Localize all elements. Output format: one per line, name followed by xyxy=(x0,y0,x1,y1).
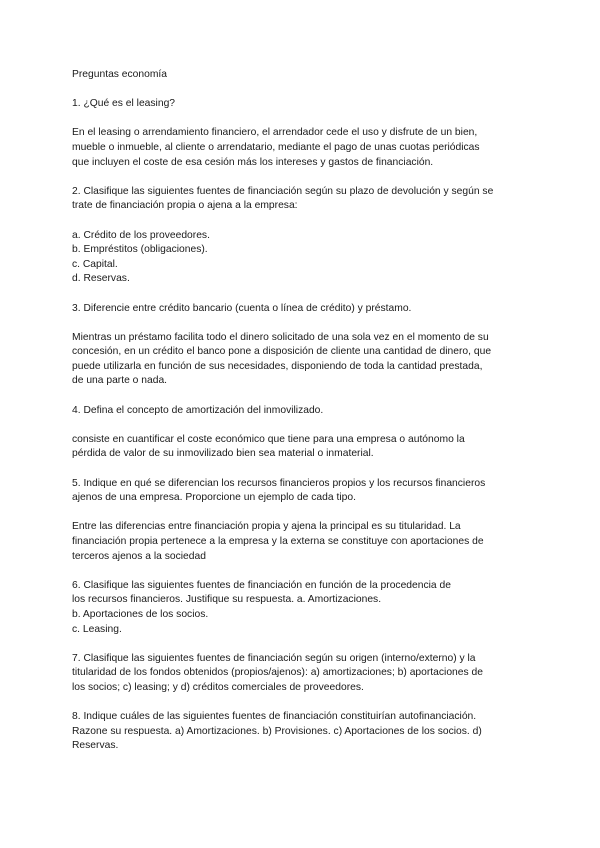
answer-line: En el leasing o arrendamiento financiero, el arrendador cede el uso y disfrute de un bien, xyxy=(72,127,478,139)
answer-4 xyxy=(72,433,532,462)
list-item: c. Leasing. xyxy=(72,623,122,635)
answer-line: que incluyen el coste de esa cesión más los intereses y gastos de financiación. xyxy=(72,156,434,168)
question-1 xyxy=(72,97,532,112)
answer-line: mueble o inmueble, al cliente o arrendatario, mediante el pago de unas cuotas periódicas xyxy=(72,141,480,153)
answer-line: Entre las diferencias entre financiación propia y ajena la principal es su titularidad. La xyxy=(72,521,461,533)
document-title xyxy=(72,68,532,83)
question-line: trate de financiación propia o ajena a la empresa: xyxy=(72,200,298,212)
question-line: 1. ¿Qué es el leasing? xyxy=(72,98,176,110)
answer-line: concesión, en un crédito el banco pone a disposición de cliente una cantidad de dinero, que xyxy=(72,346,492,358)
question-4 xyxy=(72,404,532,419)
answer-line: Mientras un préstamo facilita todo el dinero solicitado de una sola vez en el momento de su xyxy=(72,331,489,343)
question-2-options xyxy=(72,229,532,287)
question-line: los socios; c) leasing; y d) créditos comerciales de proveedores. xyxy=(72,681,364,693)
document-body xyxy=(72,68,532,769)
question-3 xyxy=(72,302,532,317)
question-line: Reservas. xyxy=(72,740,119,752)
answer-line: pérdida de valor de su inmovilizado bien sea material o inmaterial. xyxy=(72,448,374,460)
question-line: 7. Clasifique las siguientes fuentes de financiación según su origen (interno/externo) y la xyxy=(72,652,476,664)
answer-5 xyxy=(72,520,532,564)
question-2 xyxy=(72,185,532,214)
question-8 xyxy=(72,710,532,754)
answer-line: de una parte o nada. xyxy=(72,375,168,387)
question-line: 5. Indique en qué se diferencian los recursos financieros propios y los recursos financieros xyxy=(72,477,486,489)
answer-line: consiste en cuantificar el coste económico que tiene para una empresa o autónomo la xyxy=(72,433,465,445)
question-6 xyxy=(72,579,532,637)
list-item: c. Capital. xyxy=(72,258,118,270)
answer-line: financiación propia pertenece a la empresa y la externa se constituye con aportaciones de xyxy=(72,536,484,547)
list-item: d. Reservas. xyxy=(72,273,130,285)
question-line: 6. Clasifique las siguientes fuentes de financiación en función de la procedencia de xyxy=(72,579,451,591)
answer-line: terceros ajenos a la sociedad xyxy=(72,550,206,562)
document-title-text: Preguntas economía xyxy=(72,69,168,80)
list-item: b. Empréstitos (obligaciones). xyxy=(72,244,208,256)
question-line: los recursos financieros. Justifique su respuesta. a. Amortizaciones. xyxy=(72,594,382,606)
question-7 xyxy=(72,652,532,696)
question-line: Razone su respuesta. a) Amortizaciones. b) Provisiones. c) Aportaciones de los socios. d) xyxy=(72,725,482,737)
question-line: ajenos de una empresa. Proporcione un ejemplo de cada tipo. xyxy=(72,492,356,504)
question-5 xyxy=(72,477,532,506)
question-line: titularidad de los fondos obtenidos (propios/ajenos): a) amortizaciones; b) aportaciones de xyxy=(72,667,483,679)
answer-3 xyxy=(72,331,532,389)
question-line: 4. Defina el concepto de amortización del inmovilizado. xyxy=(72,404,324,416)
question-line: 8. Indique cuáles de las siguientes fuentes de financiación constituirían autofinanciación. xyxy=(72,711,477,723)
question-line: 2. Clasifique las siguientes fuentes de financiación según su plazo de devolución y según se xyxy=(72,185,494,197)
list-item: a. Crédito de los proveedores. xyxy=(72,229,210,241)
answer-line: puede utilizarla en función de sus necesidades, disponiendo de toda la cantidad prestada, xyxy=(72,360,483,372)
question-line: 3. Diferencie entre crédito bancario (cuenta o línea de crédito) y préstamo. xyxy=(72,302,412,314)
list-item: b. Aportaciones de los socios. xyxy=(72,608,209,620)
answer-1 xyxy=(72,126,532,170)
